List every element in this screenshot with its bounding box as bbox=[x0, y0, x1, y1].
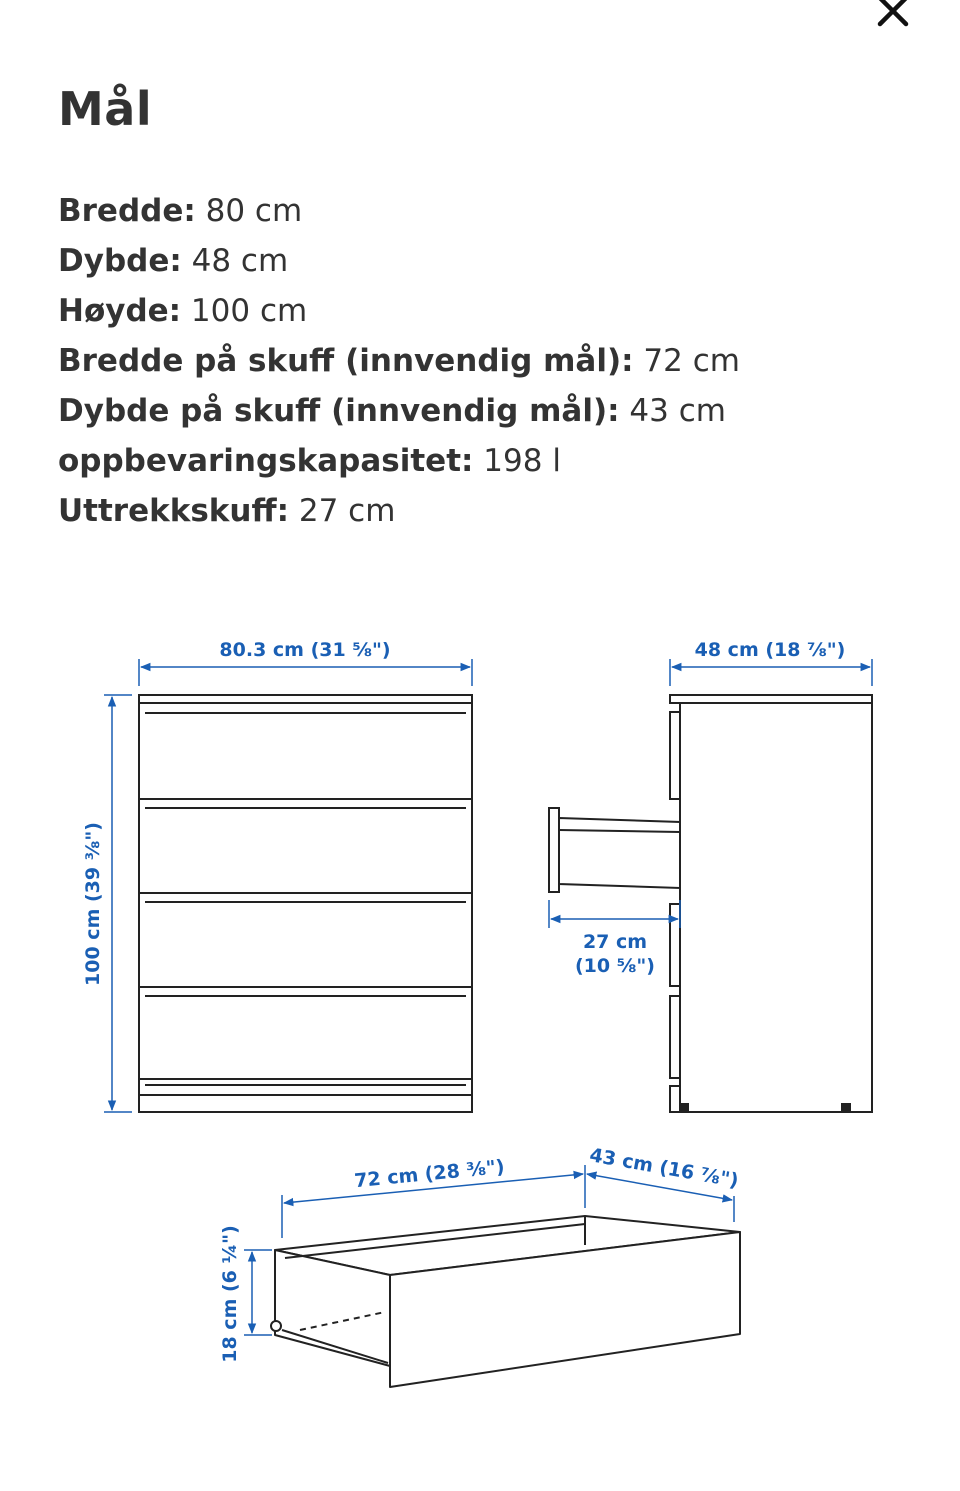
spec-label: Dybde på skuff (innvendig mål): bbox=[58, 393, 620, 429]
spec-value: 43 cm bbox=[629, 393, 726, 429]
front-width-label: 80.3 cm (31 ⅝") bbox=[219, 639, 391, 661]
drawer-width-label: 72 cm (28 ⅜") bbox=[353, 1155, 506, 1193]
drawer-height-label: 18 cm (6 ¼") bbox=[219, 1225, 241, 1363]
spec-label: Høyde: bbox=[58, 293, 182, 329]
spec-value: 48 cm bbox=[191, 243, 289, 279]
drawer-height-dimension bbox=[219, 1225, 272, 1363]
spec-item-capacity bbox=[58, 440, 740, 490]
front-height-dimension bbox=[82, 695, 132, 1112]
side-view bbox=[549, 695, 872, 1112]
extension-dimension bbox=[549, 900, 680, 977]
spec-value: 80 cm bbox=[205, 193, 303, 229]
spec-value: 72 cm bbox=[643, 343, 740, 379]
spec-label: oppbevaringskapasitet: bbox=[58, 443, 474, 479]
spec-label: Bredde: bbox=[58, 193, 196, 229]
close-button[interactable] bbox=[868, 0, 918, 36]
side-depth-dimension bbox=[670, 639, 872, 686]
spec-value: 100 cm bbox=[190, 293, 308, 329]
extension-in-label: (10 ⅝") bbox=[575, 955, 655, 977]
spec-item-extension bbox=[58, 490, 740, 540]
front-height-label: 100 cm (39 ⅜") bbox=[82, 822, 104, 986]
spec-value: 198 l bbox=[483, 443, 561, 479]
spec-item-width bbox=[58, 190, 740, 240]
spec-value: 27 cm bbox=[298, 493, 396, 529]
spec-label: Dybde: bbox=[58, 243, 182, 279]
front-width-dimension bbox=[139, 639, 472, 686]
drawer-depth-dimension bbox=[587, 1144, 740, 1222]
page-title: Mål bbox=[58, 82, 153, 136]
drawer-view bbox=[271, 1216, 740, 1387]
spec-item-drawer-depth bbox=[58, 390, 740, 440]
spec-item-drawer-width bbox=[58, 340, 740, 390]
close-icon bbox=[868, 0, 918, 36]
front-view bbox=[139, 695, 472, 1112]
drawer-depth-label: 43 cm (16 ⅞") bbox=[587, 1144, 741, 1193]
spec-item-height bbox=[58, 290, 740, 340]
extension-cm-label: 27 cm bbox=[582, 931, 648, 953]
dimension-diagram bbox=[0, 600, 960, 1430]
spec-item-depth bbox=[58, 240, 740, 290]
side-depth-label: 48 cm (18 ⅞") bbox=[694, 639, 846, 661]
spec-label: Uttrekkskuff: bbox=[58, 493, 290, 529]
spec-list bbox=[58, 190, 740, 540]
spec-label: Bredde på skuff (innvendig mål): bbox=[58, 343, 634, 379]
